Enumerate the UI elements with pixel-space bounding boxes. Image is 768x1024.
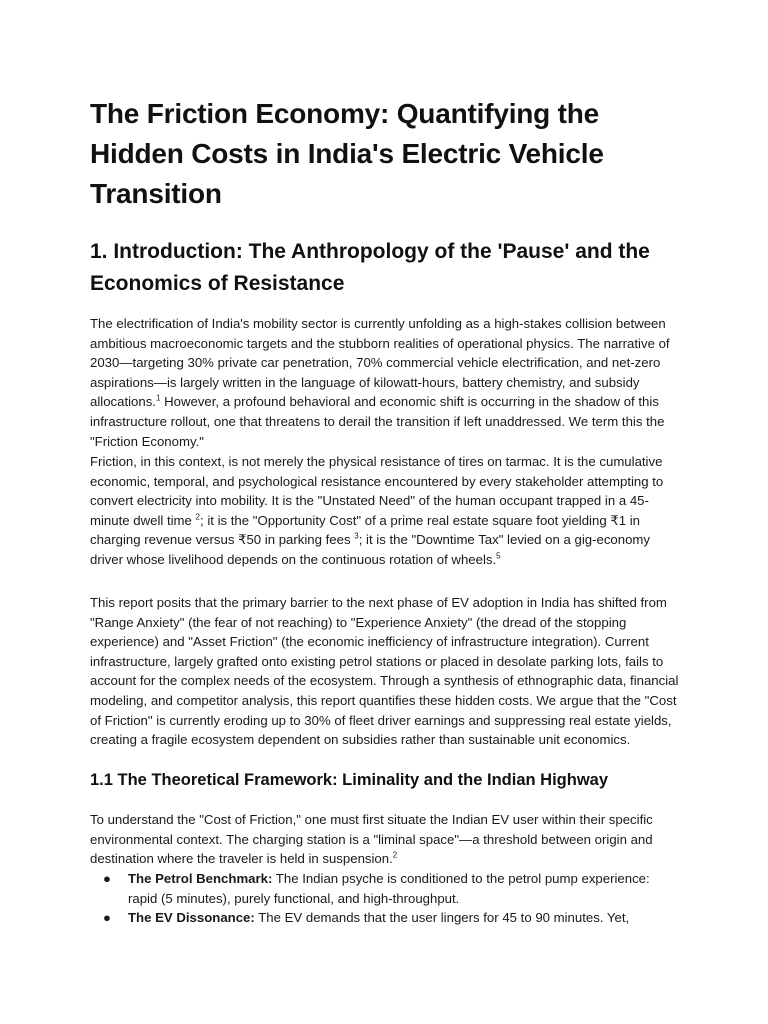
- bullet-text: The EV demands that the user lingers for 45 to 90 minutes. Yet,: [254, 910, 630, 926]
- paragraph-text: ; it is the "Downtime Tax" levied on a gig-economy driver whose livelihood depends on the continuous rotation of wheels.: [90, 532, 651, 567]
- paragraph: [90, 593, 680, 750]
- bullet-icon: ●: [103, 910, 111, 926]
- paragraph: [90, 452, 680, 570]
- document-title: The Friction Economy: Quantifying the Hidden Costs in India's Electric Vehicle Transition: [90, 98, 604, 209]
- bullet-item: [90, 908, 680, 928]
- bullet-term: The EV Dissonance:: [128, 910, 255, 926]
- bullet-term: The Petrol Benchmark:: [128, 871, 273, 886]
- footnote-marker: 3: [354, 531, 359, 541]
- paragraph-text: The electrification of India's mobility sector is currently unfolding as a high-stakes collision between ambitious macroeconomic targets and the stubborn realities of operational physics. The narrative of 2030—targeting 30% private car penetration, 70% commercial vehicle electrification, and net-zero aspirations—is largely written in the language of kilowatt-hours, battery chemistry, and subsidy allocations.: [90, 316, 670, 410]
- footnote-marker: 5: [496, 551, 501, 561]
- section-heading: 1. Introduction: The Anthropology of the 'Pause' and the Economics of Resistance: [90, 240, 650, 295]
- paragraph-text: Friction, in this context, is not merely the physical resistance of tires on tarmac. It is the cumulative economic, temporal, and psychological resistance encountered by every stakeholder attempting to convert electricity into mobility. It is the "Unstated Need" of the human occupant trapped in a 45-minute dwell time: [90, 454, 664, 528]
- paragraph-text: To understand the "Cost of Friction," one must first situate the Indian EV user within their specific environmental context. The charging station is a "liminal space"—a threshold between origin and destination where the traveler is held in suspension.: [90, 812, 653, 867]
- paragraph-text: ; it is the "Opportunity Cost" of a prime real estate square foot yielding ₹1 in charging revenue versus ₹50 in parking fees: [90, 512, 640, 548]
- footnote-marker: 1: [155, 393, 161, 403]
- bullet-item: [90, 869, 680, 908]
- bullet-text: The Indian psyche is conditioned to the petrol pump experience: rapid (5 minutes), purely functional, and high-throughput.: [128, 871, 650, 906]
- paragraph-text: This report posits that the primary barrier to the next phase of EV adoption in India has shifted from "Range Anxiety" (the fear of not reaching) to "Experience Anxiety" (the dread of the stopping experience) and "Asset Friction" (the economic inefficiency of infrastructure integration). Current infrastructure, largely grafted onto existing petrol stations or placed in desolate parking lots, fails to account for the complex needs of the ecosystem. Through a synthesis of ethnographic data, financial modeling, and competitor analysis, this report quantifies these hidden costs. We argue that the "Cost of Friction" is currently eroding up to 30% of fleet driver earnings and suppressing real estate yields, creating a fragile ecosystem dependent on subsidies rather than sustainable unit economics.: [90, 595, 679, 748]
- bullet-icon: ●: [103, 871, 111, 886]
- footnote-marker: 2: [195, 512, 200, 522]
- bullet-list: [90, 869, 680, 928]
- paragraph: [90, 314, 680, 451]
- subsection-heading: 1.1 The Theoretical Framework: Liminality and the Indian Highway: [90, 771, 609, 789]
- footnote-marker: 2: [392, 850, 398, 860]
- paragraph-text: However, a profound behavioral and economic shift is occurring in the shadow of this infrastructure rollout, one that threatens to derail the transition if left unaddressed. We term this the "Friction Economy.": [90, 394, 665, 449]
- paragraph: [90, 810, 680, 869]
